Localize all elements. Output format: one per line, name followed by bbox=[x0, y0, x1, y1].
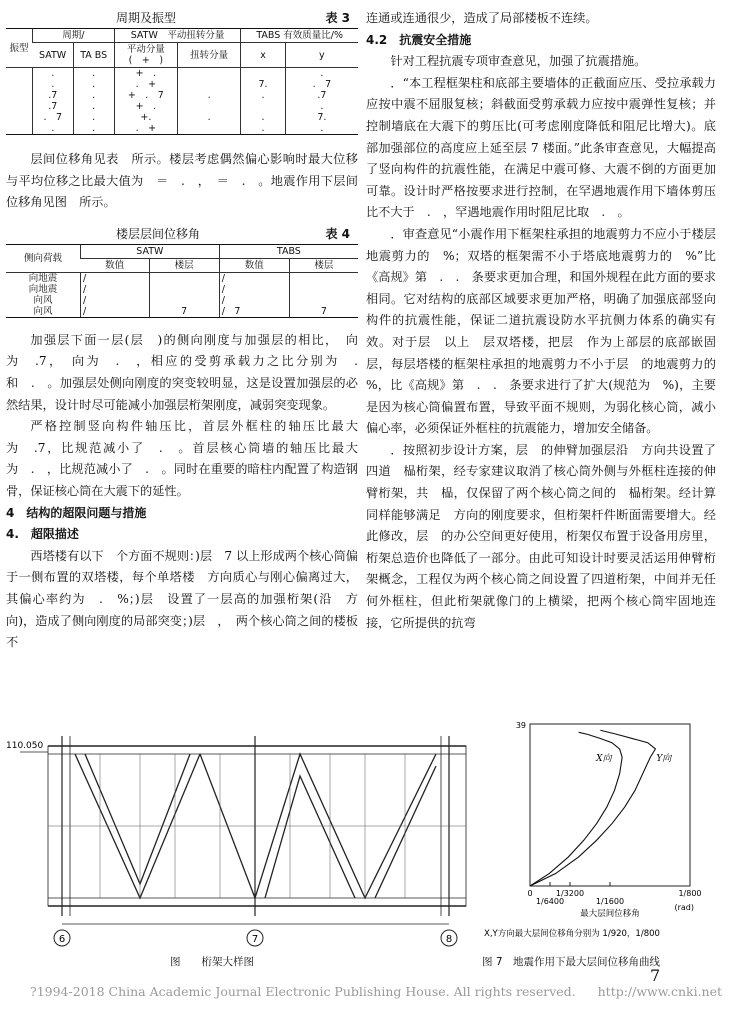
paragraph-measure-3: ．按照初步设计方案，层 的伸臂加强层沿 方向共设置了四道 榀桁架，经专家建议取消了核心筒外侧与外框柱连接的伸臂桁架，共 榀，仅保留了两个核心筒之间的 榀桁架。经计算同样能够满足 方向的刚度要求，但桁架杆件断面需要增大。经此修改，层 的办公空间更好使用，桁架仅布置于设备用房里，桁架总造价也降低了一部分。由此可知设计时要灵活运用伸臂桁架概念，工程仅为两个核心筒之间设置了四道桁架，中间并无任何外框柱，但此桁架就像门的上横梁，把两个核心筒牢固地连接，它所提供的抗弯 bbox=[366, 442, 716, 630]
table3-header-period: 周期/ bbox=[33, 29, 115, 43]
table3-header-x: x bbox=[241, 43, 285, 68]
paragraph-drift: 层间位移角见表 所示。楼层考虑偶然偏心影响时最大位移与平均位移之比最大值为 ＝ . ， ＝ . 。地震作用下层间位移角见图 所示。 bbox=[6, 152, 358, 210]
table3-number: 表 3 bbox=[325, 11, 350, 25]
diagonal-w2-inner bbox=[265, 776, 355, 898]
table3-header-tabs: TA BS bbox=[73, 43, 114, 68]
y-tick-label: 39 bbox=[515, 721, 526, 730]
table-row: . . + . . bbox=[6, 68, 358, 80]
paragraph-measure-1: ．“本工程框架柱和底部主要墙体的正截面应压、受拉承载力应按中震不屈服复核；斜截面受剪承载力应按中震弹性复核；并控制墙底在大震下的剪压比(可考虑刚度降低和阻尼比增大)。底部加强部位的高度应上延至层 7 楼面。”此条审查意见，大幅提高了竖向构件的抗震性能，在满足中震可修、大震不倒的方面更加可靠。设计时严格按要求进行控制，在罕遇地震作用下墙体剪压比不大于 . ，罕遇地震作用时阻尼比取 . 。 bbox=[366, 75, 716, 220]
table4-number: 表 4 bbox=[325, 226, 350, 241]
x-unit: (rad) bbox=[674, 903, 694, 912]
section-heading-4-1: 4. 超限描述 bbox=[6, 527, 79, 542]
table3-header-satw-group: SATW 平动扭转分量 bbox=[114, 29, 241, 43]
axis-label-6: 6 bbox=[58, 934, 66, 945]
table3-header-satw: SATW bbox=[33, 43, 74, 68]
right-column bbox=[366, 8, 729, 634]
table-row: 向地震 / / bbox=[6, 272, 358, 284]
table3-header-translation-sub: ( + ) bbox=[128, 55, 164, 66]
x-tick-label: 1/800 bbox=[678, 889, 702, 898]
table3-header-tabs-group: TABS 有效质量比/% bbox=[241, 29, 358, 43]
table3-header-translation bbox=[114, 43, 177, 68]
axis-label-7: 7 bbox=[251, 934, 259, 945]
paragraph-irregularity: 西塔楼有以下 个方面不规则：)层 7 以上形成两个核心筒偏于一侧布置的双塔楼，每个单塔楼 方向质心与刚心偏离过大，其偏心率约为 . %；)层 设置了一层高的加强桁架(沿 方向)，造成了侧向刚度的局部突变；)层 ， 两个核心筒之间的楼板不 bbox=[6, 548, 358, 650]
table-row: .7 . + . 7 . . .7 bbox=[6, 90, 358, 101]
table3-caption bbox=[6, 8, 358, 28]
series-line-y bbox=[530, 730, 655, 886]
diagonal-w2b bbox=[375, 766, 436, 898]
footer-url[interactable]: http://www.cnki.net bbox=[597, 984, 723, 999]
table4-caption bbox=[6, 224, 358, 244]
drift-chart bbox=[484, 721, 702, 939]
left-column bbox=[6, 8, 371, 654]
paragraph-axial-ratio: 严格控制竖向构件轴压比，首层外框柱的轴压比最大为 .7，比规范减小了 . 。首层核心筒墙的轴压比最大为 . ，比规范减小了 . 。同时在重要的暗柱内配置了构造钢骨，保证核心筒在大震下的延性。 bbox=[6, 419, 358, 498]
table-row: . . . + . . bbox=[6, 123, 358, 135]
table4-title: 楼层层间位移角 bbox=[116, 226, 201, 241]
table4-header-value: 数值 bbox=[81, 258, 150, 272]
table4-header-satw: SATW bbox=[81, 244, 220, 258]
figures-svg bbox=[0, 716, 722, 966]
chart-plot-frame bbox=[530, 724, 690, 886]
page-number: 7 bbox=[650, 966, 661, 985]
table3-header-torsion: 扭转分量 bbox=[178, 43, 241, 68]
table-row: 向地震 / / bbox=[6, 284, 358, 295]
x-tick-label: 0 bbox=[527, 889, 533, 898]
figure-drift-caption: 图 7 地震作用下最大层间位移角曲线 bbox=[482, 956, 661, 968]
x-tick-label: 1/3200 bbox=[555, 889, 585, 898]
table4 bbox=[6, 244, 358, 318]
series-label: Y向 bbox=[656, 754, 672, 765]
section-heading-4-2: 4.2 抗震安全措施 bbox=[366, 32, 472, 47]
chart-note: X,Y方向最大层间位移角分别为 1/920，1/800 bbox=[484, 929, 660, 939]
x-tick-label: 1/6400 bbox=[535, 897, 565, 906]
paragraph-stiffness: 加强层下面一层(层 )的侧向刚度与加强层的相比， 向为 .7， 向为 . ，相应的受剪承载力之比分别为 . 和 . 。加强层处侧向刚度的突变较明显，这是设置加强层的必然结果，设计时尽可能减小加强层桁架刚度，减弱突变现象。 bbox=[6, 332, 371, 412]
table-row: . . . + 7. . 7 bbox=[6, 79, 358, 90]
footer-copyright: ?1994-2018 China Academic Journal Electronic Publishing House. All rights reserved. bbox=[30, 984, 576, 999]
paragraph-measures-intro: 针对工程抗震专项审查意见，加强了抗震措施。 bbox=[390, 54, 647, 69]
table4-header-load: 侧向荷载 bbox=[6, 244, 81, 272]
table3-title: 周期及振型 bbox=[116, 11, 177, 25]
axis-markers bbox=[54, 930, 457, 946]
x-axis-label: 最大层间位移角 bbox=[580, 909, 640, 919]
table3 bbox=[6, 28, 358, 135]
diagonal-w1-inner bbox=[85, 754, 190, 884]
figures-area bbox=[0, 716, 722, 966]
table3-header-mode: 振型 bbox=[6, 29, 33, 68]
truss-drawing bbox=[20, 736, 466, 924]
level-label: 110.050 bbox=[6, 741, 44, 751]
paragraph-continued: 连通或连通很少，造成了局部楼板不连续。 bbox=[366, 11, 598, 25]
x-tick-label: 1/1600 bbox=[595, 897, 625, 906]
table-row: 向风 / / bbox=[6, 295, 358, 306]
section-heading-4: 4 结构的超限问题与措施 bbox=[6, 505, 147, 520]
figure-truss-caption: 图 桁架大样图 bbox=[170, 956, 254, 968]
table4-header-tabs: TABS bbox=[219, 244, 358, 258]
truss-panel-lines bbox=[48, 754, 466, 898]
table3-header-y: y bbox=[285, 43, 358, 68]
axis-label-8: 8 bbox=[445, 934, 453, 945]
table-row: . 7 . +. . . 7. bbox=[6, 112, 358, 123]
series-label: X向 bbox=[596, 754, 612, 765]
table4-header-floor: 楼层 bbox=[289, 258, 358, 272]
footer bbox=[30, 984, 740, 999]
table3-header-translation-label: 平动分量 bbox=[126, 44, 165, 55]
table-row: .7 . + . . bbox=[6, 101, 358, 112]
table4-header-floor: 楼层 bbox=[149, 258, 219, 272]
table4-header-value: 数值 bbox=[219, 258, 289, 272]
table-row: 向风 / 7 / 7 7 bbox=[6, 306, 358, 318]
paragraph-measure-2: ．审查意见“小震作用下框架柱承担的地震剪力不应小于楼层地震剪力的 %；双塔的框架需不小于塔底地震剪力的 %”比《高规》第 . . 条要求更加合理，和国外规程在此方面的要求相同。它对结构的底部区域要求更加严格，明确了加强底部竖向构件的抗震性能，保证二道抗震设防水平抗侧力体系的确实有效。对于层 以上 层双塔楼，把层 作为上部层的底部嵌固层，每层塔楼的框架柱承担的地震剪力不小于层 的地震剪力的 %，比《高规》第 . . 条要求进行了扩大(规范为 %)，主要是因为核心筒偏置布置，导致平面不规则，为弱化核心筒，减小偏心率，必须保证外框柱的抗震能力，增加安全储备。 bbox=[366, 226, 729, 436]
